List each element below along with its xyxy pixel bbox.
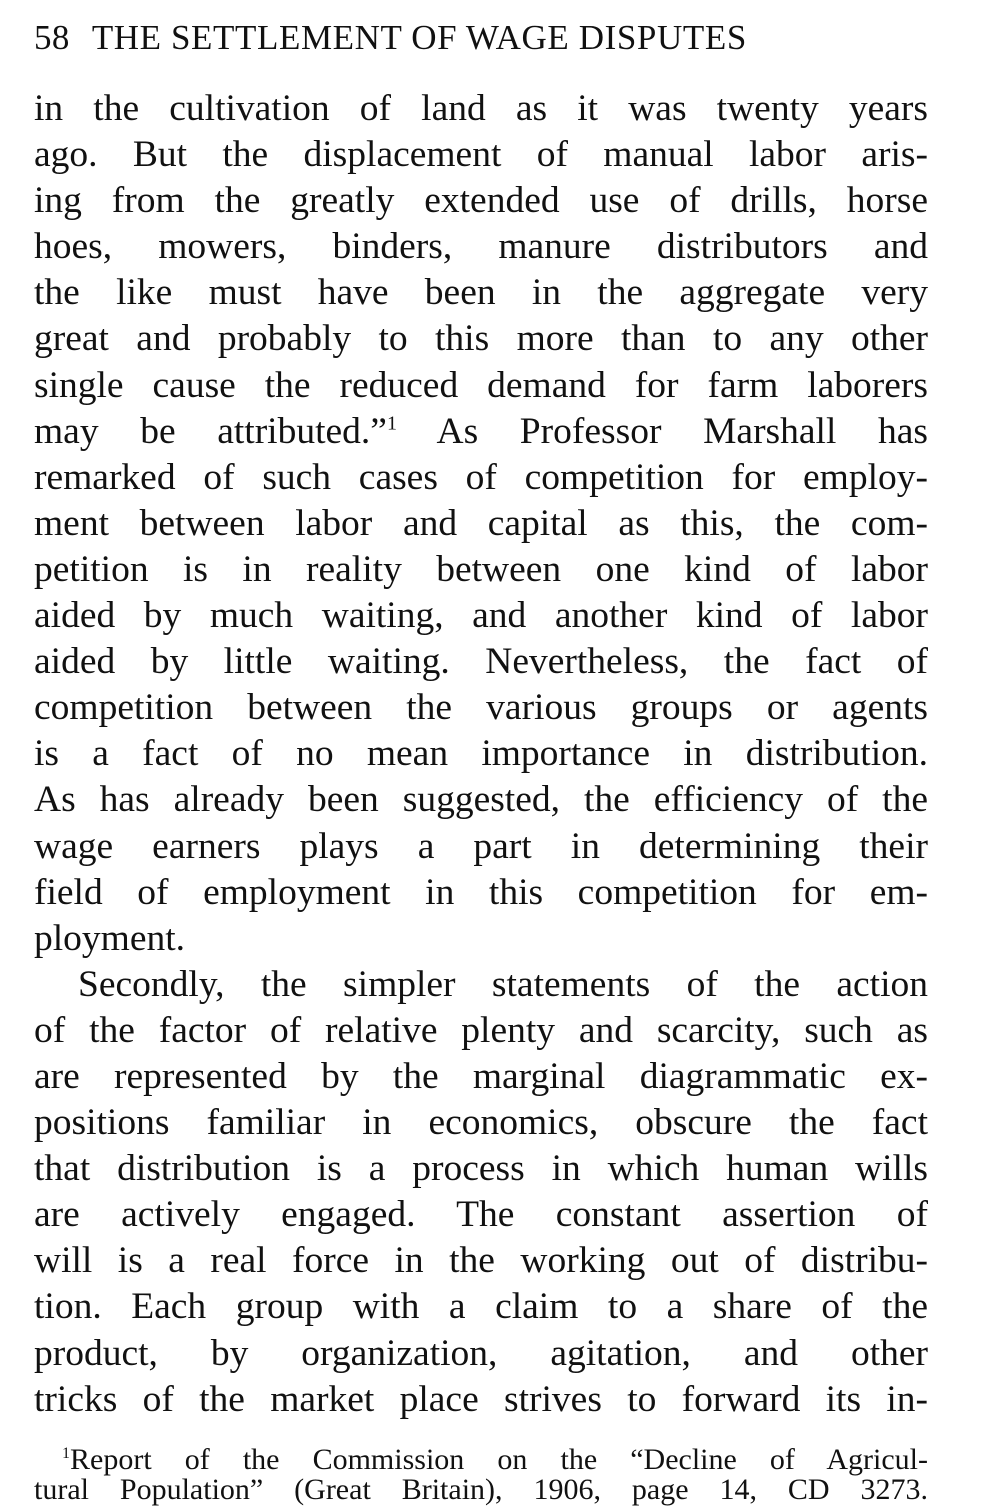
text-line: is a fact of no mean importance in distribution.: [34, 733, 928, 775]
text-line: that distribution is a process in which human wills: [34, 1148, 928, 1190]
running-title: THE SETTLEMENT OF WAGE DISPUTES: [91, 18, 747, 57]
text-line: single cause the reduced demand for farm laborers: [34, 364, 928, 406]
text-line: ployment.: [34, 917, 186, 959]
text-line: ing from the greatly extended use of drills, horse: [34, 180, 928, 222]
body-text: [34, 86, 928, 1423]
book-page: [34, 14, 928, 1505]
text-line: As has already been suggested, the efficiency of the: [34, 779, 928, 821]
text-line: aided by little waiting. Nevertheless, the fact of: [34, 641, 928, 683]
footnote-text: Report of the Commission on the “Decline of Agricul-: [70, 1442, 928, 1476]
text-line: tricks of the market place strives to forward its in-: [34, 1378, 928, 1420]
text-line: great and probably to this more than to any other: [34, 318, 928, 360]
paragraph-2: [34, 962, 928, 1423]
text-line: petition is in reality between one kind of labor: [34, 548, 928, 590]
page-number: 58: [34, 18, 70, 57]
footnotes: [34, 1442, 928, 1506]
text-line: the like must have been in the aggregate very: [34, 272, 928, 314]
text-line-with-footnote-ref: [34, 409, 928, 455]
paragraph-1: [34, 86, 928, 962]
text-line: aided by much waiting, and another kind of labor: [34, 595, 928, 637]
text-line: competition between the various groups or agents: [34, 687, 928, 729]
text-line: field of employment in this competition for em-: [34, 871, 928, 913]
text-line: wage earners plays a part in determining their: [34, 825, 928, 867]
text-line: in the cultivation of land as it was twenty years: [34, 88, 928, 129]
running-head: [34, 14, 928, 62]
footnote-line: [34, 1442, 928, 1476]
text-line: will is a real force in the working out of distribu-: [34, 1240, 928, 1282]
text-line: positions familiar in economics, obscure the fact: [34, 1102, 928, 1144]
text-line: hoes, mowers, binders, manure distributors and: [34, 226, 928, 268]
text-line: tion. Each group with a claim to a share of the: [34, 1286, 928, 1328]
text-fragment: may be attributed.”: [34, 410, 387, 452]
footnote-line: tural Population” (Great Britain), 1906, page 14, CD 3273.: [34, 1472, 928, 1506]
text-fragment: As Professor Marshall has: [396, 410, 928, 452]
text-line: ago. But the displacement of manual labor aris-: [34, 134, 928, 176]
text-line: are represented by the marginal diagrammatic ex-: [34, 1055, 928, 1097]
text-line: are actively engaged. The constant assertion of: [34, 1194, 928, 1236]
text-line: of the factor of relative plenty and scarcity, such as: [34, 1009, 928, 1051]
footnote-marker: 1: [62, 1444, 70, 1462]
text-line: ment between labor and capital as this, the com-: [34, 502, 928, 544]
footnote-reference: 1: [386, 412, 397, 435]
text-line: product, by organization, agitation, and other: [34, 1332, 928, 1374]
text-line: Secondly, the simpler statements of the action: [78, 963, 928, 1005]
text-line: remarked of such cases of competition for employ-: [34, 456, 928, 498]
